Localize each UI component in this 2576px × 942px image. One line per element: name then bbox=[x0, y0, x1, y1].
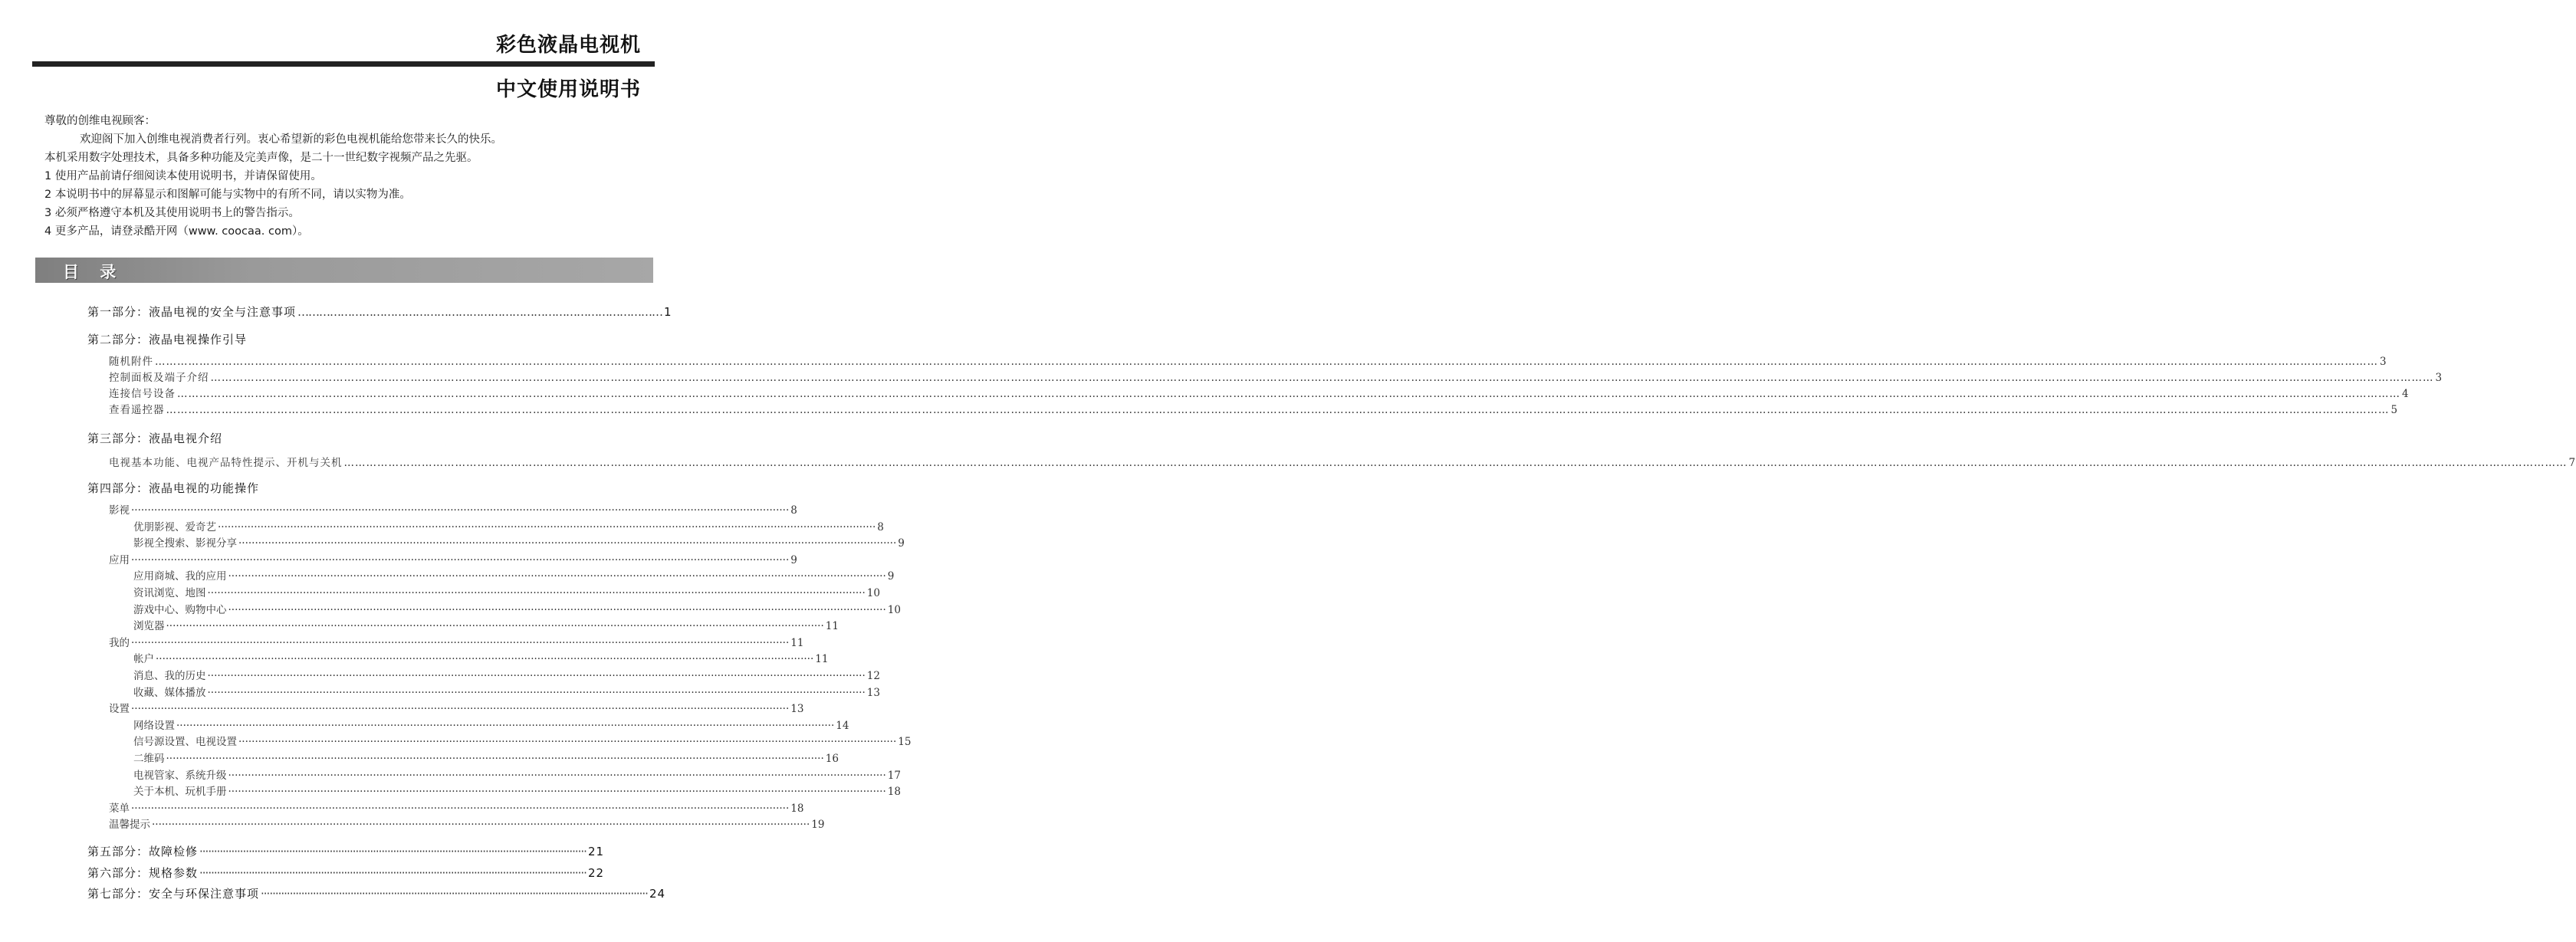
toc-leader: ………………………………………………………………………………………… bbox=[297, 305, 663, 319]
toc-page-number: 11 bbox=[815, 653, 829, 666]
toc-entry[interactable] bbox=[133, 667, 880, 682]
toc-entry[interactable] bbox=[133, 783, 901, 799]
toc-leader: ········································································································································································································ bbox=[238, 736, 897, 749]
toc-entry-label: 收藏、媒体播放 bbox=[133, 686, 206, 699]
toc-page-number: 9 bbox=[887, 570, 895, 583]
toc-part2-heading[interactable]: 第二部分：液晶电视操作引导 bbox=[87, 333, 248, 346]
toc-entry-label: 电视管家、系统升级 bbox=[133, 769, 227, 782]
toc-entry-label: 二维码 bbox=[133, 753, 165, 765]
manual-title-line1: 彩色液晶电视机 bbox=[495, 34, 641, 57]
toc-page-number: 13 bbox=[866, 686, 880, 699]
intro-greeting: 尊敬的创维电视顾客： bbox=[44, 115, 156, 127]
toc-entry-label: 第六部分：规格参数 bbox=[87, 866, 199, 880]
toc-page-number: 4 bbox=[2402, 388, 2410, 400]
toc-page-number: 17 bbox=[887, 769, 901, 782]
intro-note-4: 4 更多产品，请登录酷开网（www. coocaa. com）。 bbox=[44, 225, 309, 238]
toc-entry-part7[interactable] bbox=[87, 885, 666, 901]
toc-part4-heading[interactable]: 第四部分：液晶电视的功能操作 bbox=[87, 481, 260, 495]
toc-entry-label: 第七部分：安全与环保注意事项 bbox=[87, 887, 260, 901]
toc-leader: ······································································································································ bbox=[199, 845, 586, 858]
toc-entry-label: 影视 bbox=[109, 504, 130, 517]
toc-leader: ········································································································································································································ bbox=[228, 603, 886, 616]
toc-part3-heading[interactable]: 第三部分：液晶电视介绍 bbox=[87, 432, 223, 445]
toc-entry[interactable] bbox=[133, 567, 895, 583]
toc-page-number: 8 bbox=[877, 520, 884, 533]
toc-entry-label: 帐户 bbox=[133, 653, 154, 666]
toc-entry-label: 连接信号设备 bbox=[109, 388, 176, 400]
manual-title-line2: 中文使用说明书 bbox=[495, 78, 641, 101]
toc-leader: ········································································································································································································ bbox=[156, 653, 814, 666]
toc-leader: ······································································································································ bbox=[199, 866, 586, 880]
toc-entry-part6[interactable] bbox=[87, 865, 605, 881]
toc-entry-label: 资讯浏览、地图 bbox=[133, 587, 206, 599]
toc-leader: ········································································································································································································ bbox=[207, 587, 866, 599]
toc-entry-label: 菜单 bbox=[109, 802, 130, 815]
toc-page-number: 22 bbox=[587, 866, 605, 880]
intro-note-1: 1 使用产品前请仔细阅读本使用说明书，并请保留使用。 bbox=[44, 170, 322, 182]
toc-leader: ········································································································································································································ bbox=[166, 753, 824, 765]
toc-entry[interactable] bbox=[133, 717, 849, 732]
toc-entry-label: 查看遥控器 bbox=[109, 404, 165, 416]
toc-entry[interactable] bbox=[133, 650, 829, 666]
toc-entry[interactable] bbox=[109, 454, 2576, 469]
toc-entry-label: 关于本机、玩机手册 bbox=[133, 786, 227, 799]
toc-entry[interactable] bbox=[133, 684, 880, 699]
toc-page-number: 5 bbox=[2390, 404, 2399, 416]
toc-page-number: 13 bbox=[790, 703, 804, 716]
toc-leader: ········································································································································································································ bbox=[131, 504, 790, 517]
toc-entry[interactable] bbox=[109, 353, 2387, 368]
toc-page-number: 24 bbox=[649, 887, 666, 901]
toc-page-number: 15 bbox=[898, 736, 912, 749]
toc-leader: …………………………………………………………………………………………………………………………………………………………………………………………………………………………………………………………………………………………………………………………………………………………………………………………………………………………………………………………………………………………………………………………………………………… bbox=[343, 457, 2568, 469]
intro-welcome: 欢迎阁下加入创维电视消费者行列。衷心希望新的彩色电视机能给您带来长久的快乐。 bbox=[80, 133, 502, 146]
toc-entry[interactable] bbox=[109, 501, 797, 517]
intro-note-3: 3 必须严格遵守本机及其使用说明书上的警告指示。 bbox=[44, 207, 300, 219]
toc-leader: ········································································································································································································ bbox=[228, 769, 886, 782]
toc-entry[interactable] bbox=[133, 733, 912, 749]
toc-entry-label: 控制面板及端子介绍 bbox=[109, 372, 209, 384]
toc-entry[interactable] bbox=[109, 369, 2443, 384]
toc-leader: …………………………………………………………………………………………………………………………………………………………………………………………………………………………………………………………………………………………………………………………………………………………………………………………………………………………………………………………………………………………………………………………………………………… bbox=[166, 404, 2390, 416]
toc-entry[interactable] bbox=[133, 601, 901, 616]
toc-entry[interactable] bbox=[109, 401, 2399, 416]
toc-leader: ········································································································································································································ bbox=[166, 620, 824, 633]
toc-entry[interactable] bbox=[133, 584, 880, 599]
toc-entry-label: 消息、我的历史 bbox=[133, 670, 206, 682]
toc-leader: ········································································································································································································ bbox=[131, 553, 790, 566]
toc-page-number: 19 bbox=[811, 819, 825, 832]
toc-entry-label: 应用 bbox=[109, 553, 130, 566]
toc-page-number: 1 bbox=[664, 305, 672, 319]
toc-leader: ········································································································································································································ bbox=[131, 636, 790, 649]
toc-entry-label: 优朋影视、爱奇艺 bbox=[133, 520, 216, 533]
toc-page-number: 16 bbox=[825, 753, 839, 765]
toc-entry-part1[interactable] bbox=[87, 304, 672, 320]
toc-leader: ········································································································································································································ bbox=[228, 786, 886, 799]
toc-page-number: 18 bbox=[790, 802, 804, 815]
toc-page-number: 3 bbox=[2435, 372, 2443, 384]
toc-leader: ········································································································································································································ bbox=[207, 670, 866, 682]
toc-page-number: 9 bbox=[790, 553, 797, 566]
toc-entry-label: 第五部分：故障检修 bbox=[87, 845, 199, 858]
toc-heading: 目 录 bbox=[63, 263, 124, 281]
toc-entry-label: 应用商城、我的应用 bbox=[133, 570, 227, 583]
toc-leader: ········································································································································································································ bbox=[228, 570, 886, 583]
toc-leader: ········································································································································································································ bbox=[207, 686, 866, 699]
toc-entry[interactable] bbox=[133, 617, 839, 633]
toc-entry[interactable] bbox=[109, 634, 804, 649]
toc-entry[interactable] bbox=[109, 385, 2410, 400]
toc-page-number: 9 bbox=[898, 537, 905, 550]
toc-page-number: 14 bbox=[836, 719, 849, 732]
toc-entry-label: 电视基本功能、电视产品特性提示、开机与关机 bbox=[109, 457, 343, 469]
toc-page-number: 3 bbox=[2380, 356, 2387, 368]
toc-page-number: 8 bbox=[790, 504, 797, 517]
toc-entry[interactable] bbox=[133, 750, 839, 765]
toc-entry-label: 我的 bbox=[109, 636, 130, 649]
toc-leader: ········································································································································································································ bbox=[131, 802, 790, 815]
toc-entry[interactable] bbox=[133, 518, 884, 533]
toc-entry[interactable] bbox=[109, 551, 797, 566]
toc-entry[interactable] bbox=[133, 766, 901, 782]
toc-entry-label: 浏览器 bbox=[133, 620, 165, 633]
toc-entry[interactable] bbox=[133, 534, 905, 550]
toc-entry-label: 随机附件 bbox=[109, 356, 153, 368]
toc-entry[interactable] bbox=[109, 816, 825, 832]
toc-leader: ········································································································································································································ bbox=[131, 703, 790, 716]
toc-leader: …………………………………………………………………………………………………………………………………………………………………………………………………………………………………………………………………………………………………………………………………………………………………………………………………………………………………………………………………………………………………………………………………………………… bbox=[155, 356, 2378, 368]
toc-leader: ······································································································································ bbox=[261, 887, 648, 901]
toc-entry-label: 设置 bbox=[109, 703, 130, 716]
toc-page-number: 18 bbox=[887, 786, 901, 799]
toc-entry-label: 信号源设置、电视设置 bbox=[133, 736, 237, 749]
toc-entry[interactable] bbox=[109, 799, 804, 815]
toc-page-number: 21 bbox=[587, 845, 605, 858]
toc-page-number: 10 bbox=[866, 587, 880, 599]
toc-entry-label: 第一部分：液晶电视的安全与注意事项 bbox=[87, 305, 297, 319]
toc-leader: ········································································································································································································ bbox=[218, 520, 876, 533]
toc-leader: …………………………………………………………………………………………………………………………………………………………………………………………………………………………………………………………………………………………………………………………………………………………………………………………………………………………………………………………………………………………………………………………………………………… bbox=[177, 388, 2400, 400]
toc-page-number: 11 bbox=[790, 636, 804, 649]
toc-page-number: 7 bbox=[2568, 457, 2576, 469]
toc-leader: ········································································································································································································ bbox=[238, 537, 897, 550]
toc-entry-label: 温馨提示 bbox=[109, 819, 150, 832]
toc-entry-label: 网络设置 bbox=[133, 719, 175, 732]
toc-page-number: 11 bbox=[825, 620, 839, 633]
toc-page-number: 12 bbox=[866, 670, 880, 682]
toc-page-number: 10 bbox=[887, 603, 901, 616]
toc-entry-label: 影视全搜索、影视分享 bbox=[133, 537, 237, 550]
intro-tech: 本机采用数字处理技术，具备多种功能及完美声像，是二十一世纪数字视频产品之先驱。 bbox=[44, 152, 478, 164]
toc-leader: …………………………………………………………………………………………………………………………………………………………………………………………………………………………………………………………………………………………………………………………………………………………………………………………………………………………………………………………………………………………………………………………………………………… bbox=[210, 372, 2434, 384]
toc-entry-part5[interactable] bbox=[87, 843, 605, 859]
toc-entry-label: 游戏中心、购物中心 bbox=[133, 603, 227, 616]
toc-entry[interactable] bbox=[109, 700, 804, 716]
toc-leader: ········································································································································································································ bbox=[152, 819, 810, 832]
toc-leader: ········································································································································································································ bbox=[176, 719, 835, 732]
intro-note-2: 2 本说明书中的屏幕显示和图解可能与实物中的有所不同，请以实物为准。 bbox=[44, 189, 411, 201]
